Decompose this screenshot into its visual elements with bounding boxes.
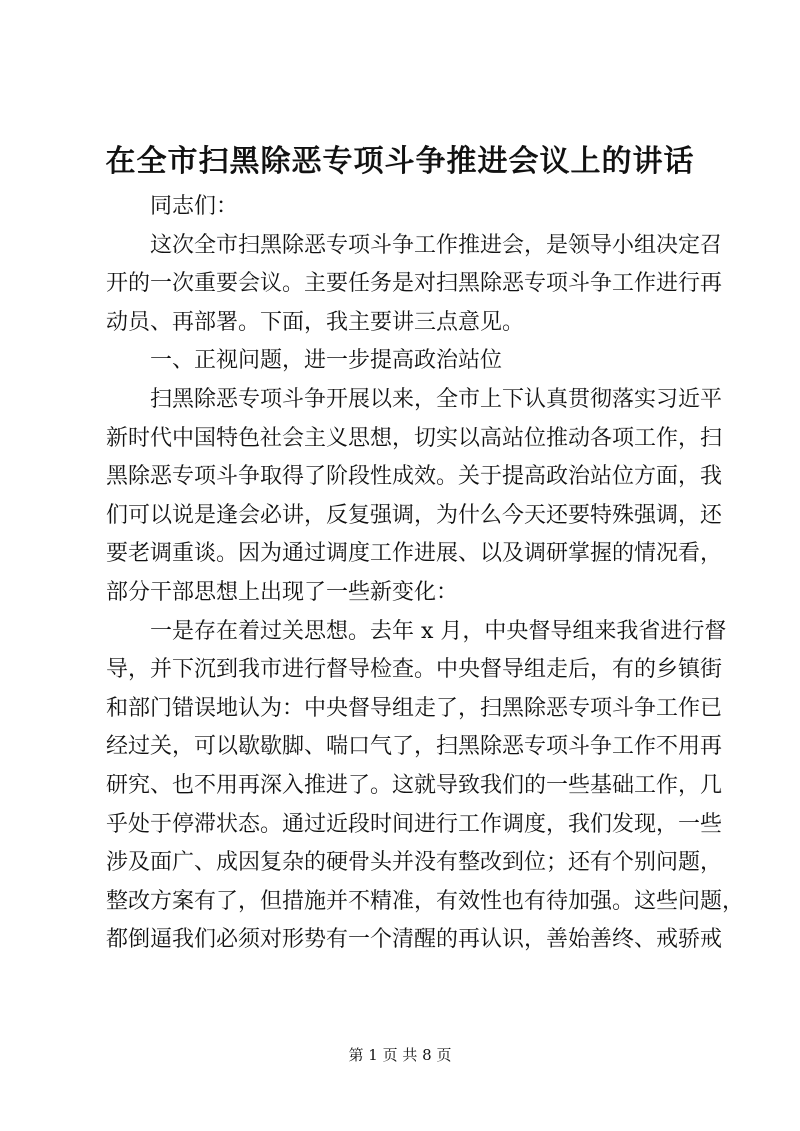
body-line: 一是存在着过关思想。去年 x 月，中央督导组来我省进行督	[150, 618, 727, 644]
page-number-footer: 第 1 页 共 8 页	[348, 1046, 452, 1064]
body-line: 们可以说是逢会必讲，反复强调，为什么今天还要特殊强调，还	[106, 502, 723, 528]
body-line: 研究、也不用再深入推进了。这就导致我们的一些基础工作，几	[106, 772, 723, 798]
body-line: 扫黑除恶专项斗争开展以来，全市上下认真贯彻落实习近平	[150, 386, 723, 412]
body-line: 开的一次重要会议。主要任务是对扫黑除恶专项斗争工作进行再	[106, 271, 723, 297]
body-line: 涉及面广、成因复杂的硬骨头并没有整改到位；还有个别问题，	[106, 850, 723, 876]
document-title: 在全市扫黑除恶专项斗争推进会议上的讲话	[105, 144, 695, 179]
body-line: 黑除恶专项斗争取得了阶段性成效。关于提高政治站位方面，我	[106, 464, 723, 490]
body-line: 要老调重谈。因为通过调度工作进展、以及调研掌握的情况看，	[106, 541, 723, 567]
body-line: 部分干部思想上出现了一些新变化：	[106, 579, 459, 605]
body-line: 经过关，可以歇歇脚、喘口气了，扫黑除恶专项斗争工作不用再	[106, 734, 723, 760]
body-line: 都倒逼我们必须对形势有一个清醒的再认识，善始善终、戒骄戒	[106, 927, 723, 953]
body-line: 这次全市扫黑除恶专项斗争工作推进会，是领导小组决定召	[150, 232, 723, 258]
body-line: 新时代中国特色社会主义思想，切实以高站位推动各项工作，扫	[106, 425, 723, 451]
body-line: 导，并下沉到我市进行督导检查。中央督导组走后，有的乡镇街	[106, 657, 723, 683]
section-heading-line: 一、正视问题，进一步提高政治站位	[150, 348, 503, 374]
body-line: 动员、再部署。下面，我主要讲三点意见。	[106, 309, 525, 335]
body-line: 乎处于停滞状态。通过近段时间进行工作调度，我们发现，一些	[106, 811, 723, 837]
document-body	[106, 188, 745, 960]
body-line: 和部门错误地认为：中央督导组走了，扫黑除恶专项斗争工作已	[106, 695, 723, 721]
body-line: 整改方案有了，但措施并不精准，有效性也有待加强。这些问题，	[106, 888, 745, 914]
salutation-line: 同志们：	[150, 194, 239, 219]
